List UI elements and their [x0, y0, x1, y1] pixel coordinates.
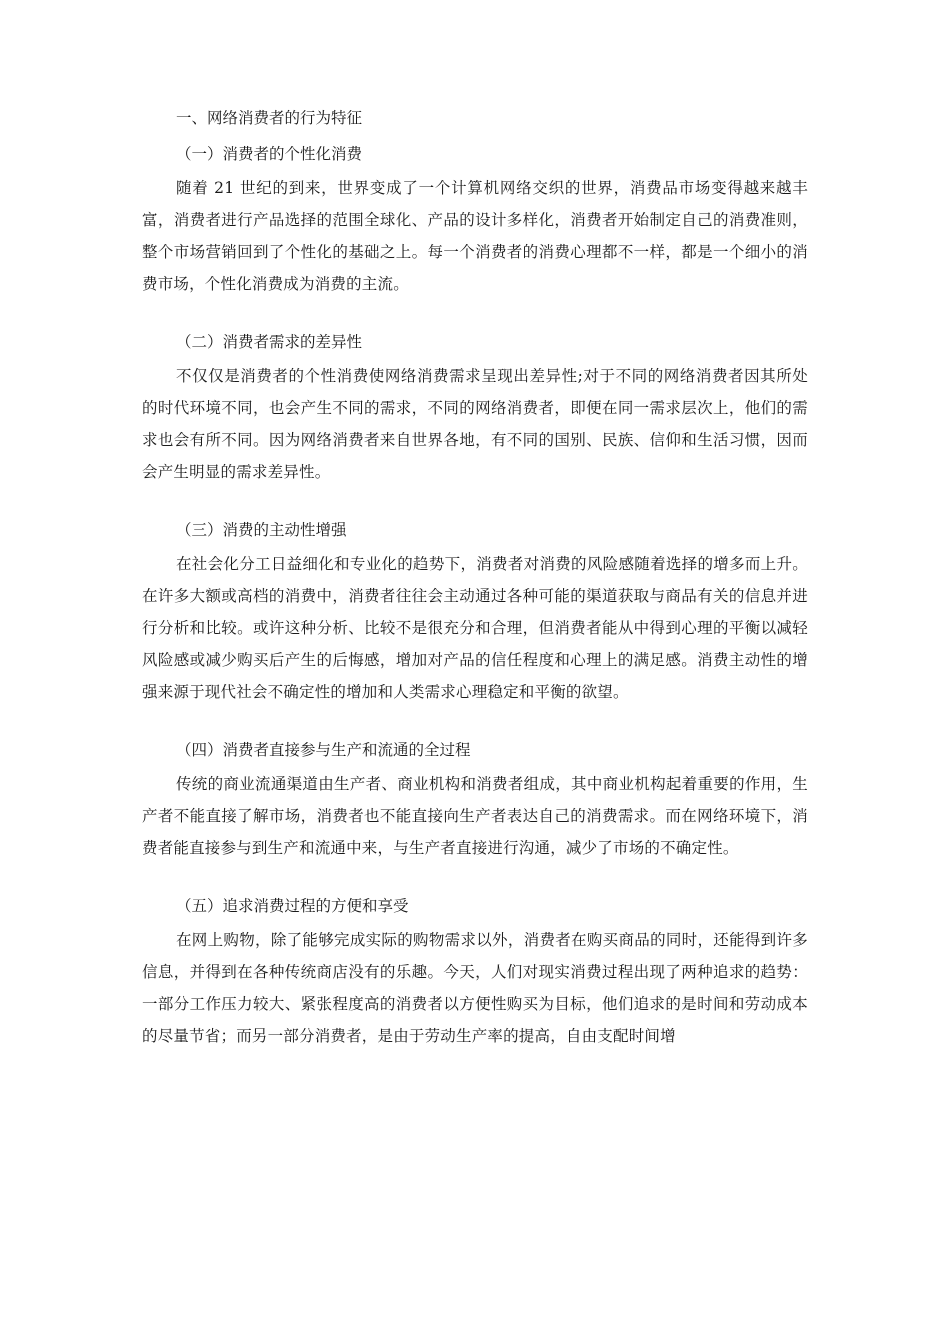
section-paragraph: 不仅仅是消费者的个性消费使网络消费需求呈现出差异性;对于不同的网络消费者因其所处的时代环境不同，也会产生不同的需求，不同的网络消费者，即便在同一需求层次上，他们的需求也会有所不同。因为网络消费者来自世界各地，有不同的国别、民族、信仰和生活习惯，因而会产生明显的需求差异性。 — [142, 367, 808, 481]
section-4 — [142, 736, 808, 864]
section-5 — [142, 892, 808, 1052]
main-heading: 一、网络消费者的行为特征 — [176, 109, 363, 127]
section-heading: （五）追求消费过程的方便和享受 — [176, 897, 409, 915]
section-heading: （一）消费者的个性化消费 — [176, 145, 363, 163]
section-paragraph: 在社会化分工日益细化和专业化的趋势下，消费者对消费的风险感随着选择的增多而上升。在许多大额或高档的消费中，消费者往往会主动通过各种可能的渠道获取与商品有关的信息并进行分析和比较。或许这种分析、比较不是很充分和合理，但消费者能从中得到心理的平衡以减轻风险感或减少购买后产生的后悔感，增加对产品的信任程度和心理上的满足感。消费主动性的增强来源于现代社会不确定性的增加和人类需求心理稳定和平衡的欲望。 — [142, 555, 808, 701]
section-heading: （四）消费者直接参与生产和流通的全过程 — [176, 741, 471, 759]
section-3 — [142, 516, 808, 708]
section-1 — [142, 140, 808, 300]
section-paragraph: 在网上购物，除了能够完成实际的购物需求以外，消费者在购买商品的同时，还能得到许多信息，并得到在各种传统商店没有的乐趣。今天，人们对现实消费过程出现了两种追求的趋势：一部分工作压力较大、紧张程度高的消费者以方便性购买为目标，他们追求的是时间和劳动成本的尽量节省；而另一部分消费者，是由于劳动生产率的提高，自由支配时间增 — [142, 931, 808, 1045]
section-paragraph: 传统的商业流通渠道由生产者、商业机构和消费者组成，其中商业机构起着重要的作用，生产者不能直接了解市场，消费者也不能直接向生产者表达自己的消费需求。而在网络环境下，消费者能直接参与到生产和流通中来，与生产者直接进行沟通，减少了市场的不确定性。 — [142, 775, 808, 857]
section-heading: （二）消费者需求的差异性 — [176, 333, 363, 351]
section-paragraph: 随着 21 世纪的到来，世界变成了一个计算机网络交织的世界，消费品市场变得越来越丰富，消费者进行产品选择的范围全球化、产品的设计多样化，消费者开始制定自己的消费准则，整个市场营销回到了个性化的基础之上。每一个消费者的消费心理都不一样，都是一个细小的消费市场，个性化消费成为消费的主流。 — [142, 179, 808, 293]
section-heading: （三）消费的主动性增强 — [176, 521, 347, 539]
document-body — [142, 104, 808, 1080]
section-2 — [142, 328, 808, 488]
